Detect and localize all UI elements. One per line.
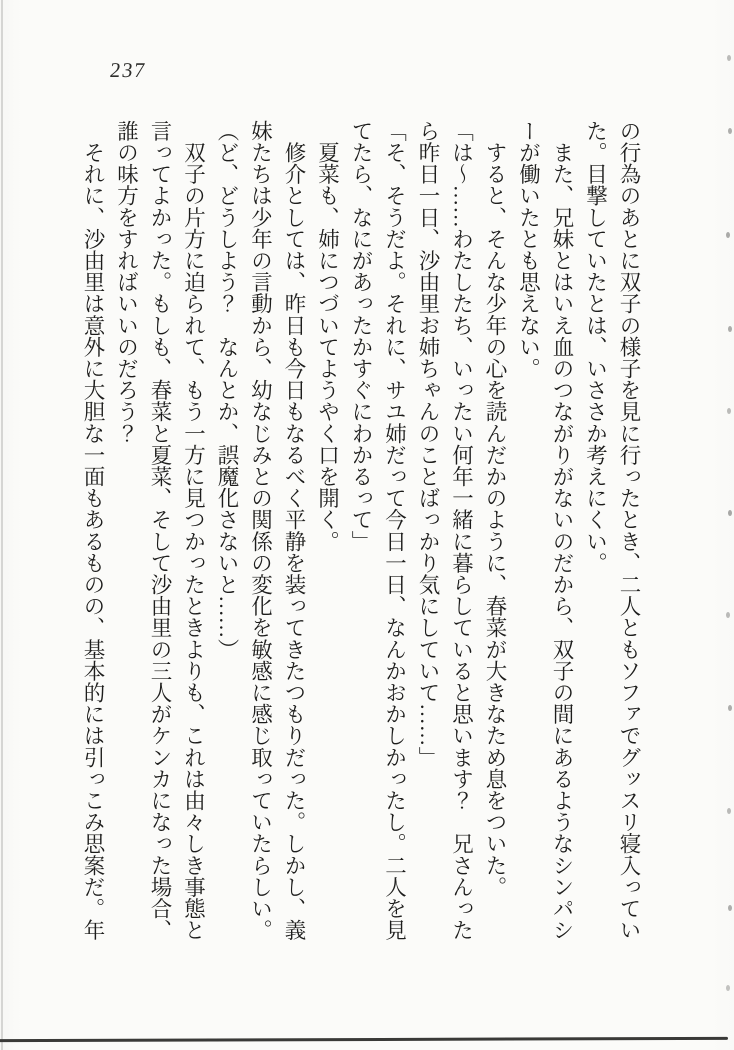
text-column: それに、沙由里は意外に大胆な一面もあるものの、基本的には引っこみ思案だ。年	[81, 120, 105, 941]
text-column: ーが働いたとも思えない。	[516, 120, 541, 380]
text-column: 妹たちは少年の言動から、幼なじみとの関係の変化を敏感に感じ取っていたらしい。	[248, 120, 273, 941]
text-column: 言ってよかった。もしも、春菜と夏菜、そして沙由里の三人がケンカになった場合、	[148, 120, 172, 941]
text-column: ら昨日一日、沙由里お姉ちゃんのことばっかり気にしていて……」	[416, 120, 440, 768]
text-block	[75, 120, 645, 944]
text-column: また、兄妹とはいえ血のつながりがないのだから、双子の間にあるようなシンパシ	[550, 120, 574, 941]
text-column: の行為のあとに双子の様子を見に行ったとき、二人ともソファでグッスリ寝入ってい	[617, 120, 641, 941]
text-column: 誰の味方をすればいいのだろう？	[114, 120, 139, 444]
scan-bottom-edge-line	[0, 1037, 728, 1042]
scan-left-edge-line	[1, 0, 3, 1050]
text-column: （ど、どうしよう？ なんとか、誤魔化さないと……）	[215, 120, 239, 660]
text-column: 「は〜……わたしたち、いったい何年一緒に暮らしていると思います？ 兄さんった	[449, 120, 474, 941]
scan-speckle-marks	[0, 0, 4, 6]
text-column: てたら、なにがあったかすぐにわかるって」	[349, 120, 373, 552]
text-column: 夏菜も、姉につづいてようやく口を開く。	[315, 120, 340, 552]
text-column: た。目撃していたとは、いささか考えにくい。	[583, 120, 608, 574]
text-column: 修介としては、昨日も今日もなるべく平静を装ってきたつもりだった。しかし、義	[282, 120, 306, 941]
text-column: 双子の片方に迫られて、もう一方に見つかったときよりも、これは由々しき事態と	[181, 120, 206, 941]
page-number: 237	[108, 58, 148, 82]
text-column: すると、そんな少年の心を読んだかのように、春菜が大きなため息をついた。	[483, 120, 507, 898]
text-column: 「そ、そうだよ。それに、サユ姉だって今日一日、なんかおかしかったし。二人を見	[382, 120, 407, 941]
